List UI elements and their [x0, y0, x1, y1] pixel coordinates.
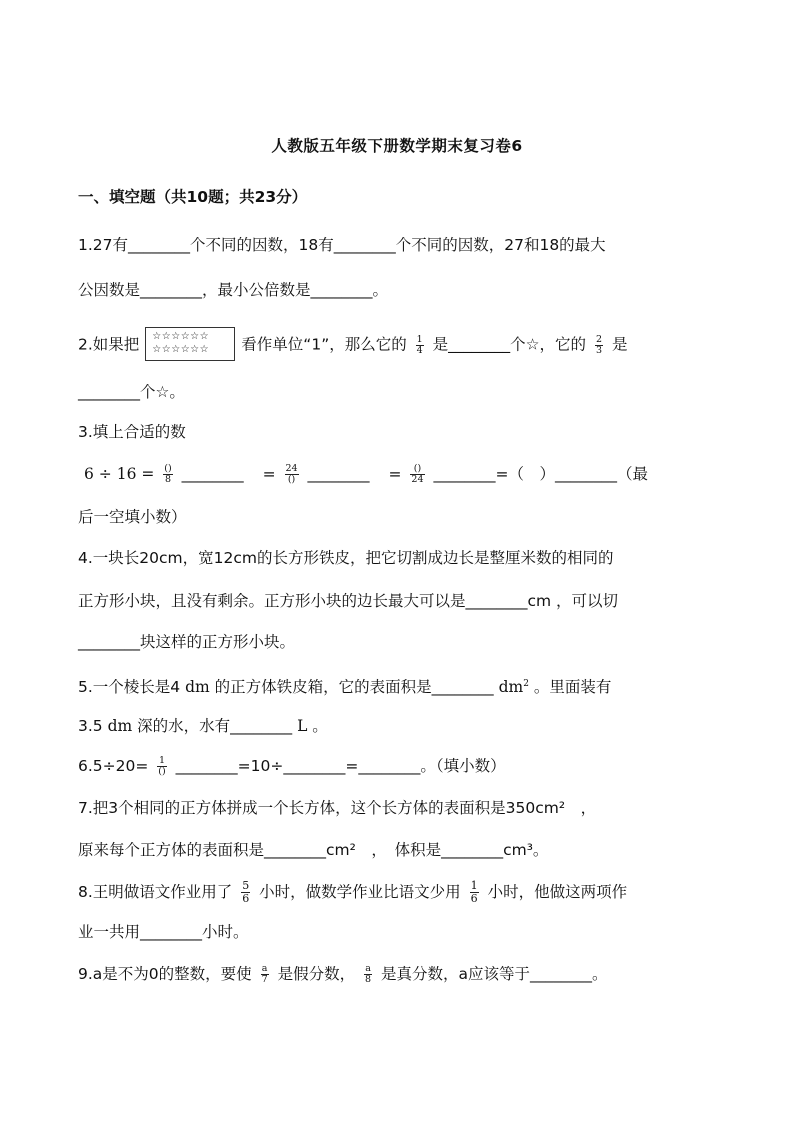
question-5-depth: 3.5: [78, 717, 108, 735]
question-6-text-before: 6.5÷20=: [78, 757, 149, 775]
fraction-numerator: 2: [596, 333, 603, 345]
fraction-denominator: 6: [242, 892, 250, 905]
star-row-1: ☆☆☆☆☆☆: [152, 331, 210, 342]
question-8-line-2: 业一共用________小时。: [78, 923, 249, 941]
section-heading: 一、填空题（共10题；共23分）: [78, 188, 308, 206]
question-8-text-end: 小时，他做这两项作: [487, 883, 628, 901]
fraction-denominator: (): [158, 766, 166, 777]
equals-sign: =: [262, 465, 276, 483]
fraction-2-3: [595, 335, 603, 356]
blank-2: ________: [307, 465, 370, 483]
question-2-text-end: 是: [611, 335, 628, 354]
blank-1: ________: [181, 465, 244, 483]
fraction-numerator: a: [365, 963, 371, 974]
fraction-denominator: (): [287, 474, 296, 485]
question-2-text-middle: 看作单位“1”，那么它的: [241, 335, 407, 354]
equals-sign: =: [388, 465, 402, 483]
fraction-a-7: [261, 964, 269, 985]
question-4-line-3: ________块这样的正方形小块。: [78, 633, 296, 651]
unit-superscript: 2: [523, 679, 529, 689]
question-5-text-1: 5.一个棱长是4: [78, 678, 186, 697]
fraction-5-6: [241, 880, 250, 905]
question-6-line: [78, 755, 506, 777]
fraction-blank-24: [410, 464, 424, 485]
question-3-expression: [84, 463, 648, 485]
fraction-denominator: 3: [596, 344, 603, 356]
fraction-a-8: [364, 964, 372, 985]
fraction-denominator: 7: [261, 974, 268, 985]
question-5-text-3: 。里面装有: [528, 678, 612, 697]
fraction-denominator: 8: [365, 974, 372, 985]
fraction-24-blank: [285, 464, 299, 485]
question-6-text-after: ________=10÷________=________。（填小数）: [175, 757, 506, 775]
fraction-denominator: 4: [416, 344, 423, 356]
question-9-line: [78, 963, 608, 985]
question-3-line-2: 后一空填小数）: [78, 508, 187, 526]
fraction-blank-8: [163, 464, 172, 485]
question-2-line-2: ________个☆。: [78, 383, 185, 401]
fraction-denominator: 24: [411, 474, 424, 485]
star-box: [145, 327, 235, 361]
division-expression: 6 ÷ 16 =: [84, 465, 155, 483]
fraction-1-6: [470, 880, 479, 905]
fraction-numerator: 1: [416, 333, 423, 345]
unit-liter: L: [297, 717, 308, 735]
question-3-line-1: 3.填上合适的数: [78, 423, 186, 441]
question-9-text-middle: 是假分数，: [277, 965, 356, 983]
fraction-numerator: 5: [242, 879, 250, 892]
question-7-line-2: 原来每个正方体的表面积是________cm² ， 体积是________cm³。: [78, 841, 549, 859]
fraction-numerator: (): [410, 464, 424, 475]
fraction-numerator: 1: [470, 879, 478, 892]
question-4-line-2: 正方形小块，且没有剩余。正方形小块的边长最大可以是________cm ，可以切: [78, 592, 619, 610]
question-2-text-mid2: 是________个☆，它的: [432, 335, 587, 354]
fraction-1-4: [416, 335, 424, 356]
question-4-line-1: 4.一块长20cm，宽12cm的长方形铁皮，把它切割成边长是整厘米数的相同的: [78, 549, 614, 567]
question-5-text-2: 的正方体铁皮箱，它的表面积是________: [209, 678, 499, 697]
fraction-denominator: 6: [470, 892, 478, 905]
fraction-numerator: (): [164, 463, 172, 474]
question-8-line-1: [78, 880, 627, 905]
fraction-numerator: 24: [285, 463, 298, 474]
question-9-text-end: 是真分数，a应该等于________。: [381, 965, 608, 983]
question-5-text-5: 。: [307, 717, 328, 735]
question-5-line-2: [78, 715, 328, 737]
question-3-tail: ________=（ ）________（最: [433, 465, 648, 483]
question-1-line-1: 1.27有________个不同的因数，18有________个不同的因数，27和18的最大: [78, 236, 606, 254]
fraction-numerator: a: [261, 963, 268, 974]
page-title: 人教版五年级下册数学期末复习卷6: [271, 137, 523, 155]
star-row-2: ☆☆☆☆☆☆: [152, 344, 210, 355]
fraction-numerator: 1: [158, 755, 166, 766]
unit-dm: dm: [107, 717, 133, 735]
question-5-line-1: [78, 673, 611, 698]
question-2-line-1: [78, 328, 628, 362]
question-8-text-middle: 小时，做数学作业比语文少用: [259, 883, 461, 901]
question-9-text-before: 9.a是不为0的整数，要使: [78, 965, 252, 983]
question-2-text-before: 2.如果把: [78, 335, 140, 354]
unit-dm: dm: [498, 678, 524, 697]
fraction-1-blank: [157, 756, 166, 777]
question-1-line-2: 公因数是________，最小公倍数是________。: [78, 281, 389, 299]
question-5-text-4: 深的水，水有________: [132, 717, 298, 735]
fraction-denominator: 8: [164, 474, 172, 485]
question-7-line-1: 7.把3个相同的正方体拼成一个长方体，这个长方体的表面积是350cm² ，: [78, 799, 597, 817]
unit-dm: dm: [185, 678, 210, 697]
question-8-text-before: 8.王明做语文作业用了: [78, 883, 233, 901]
